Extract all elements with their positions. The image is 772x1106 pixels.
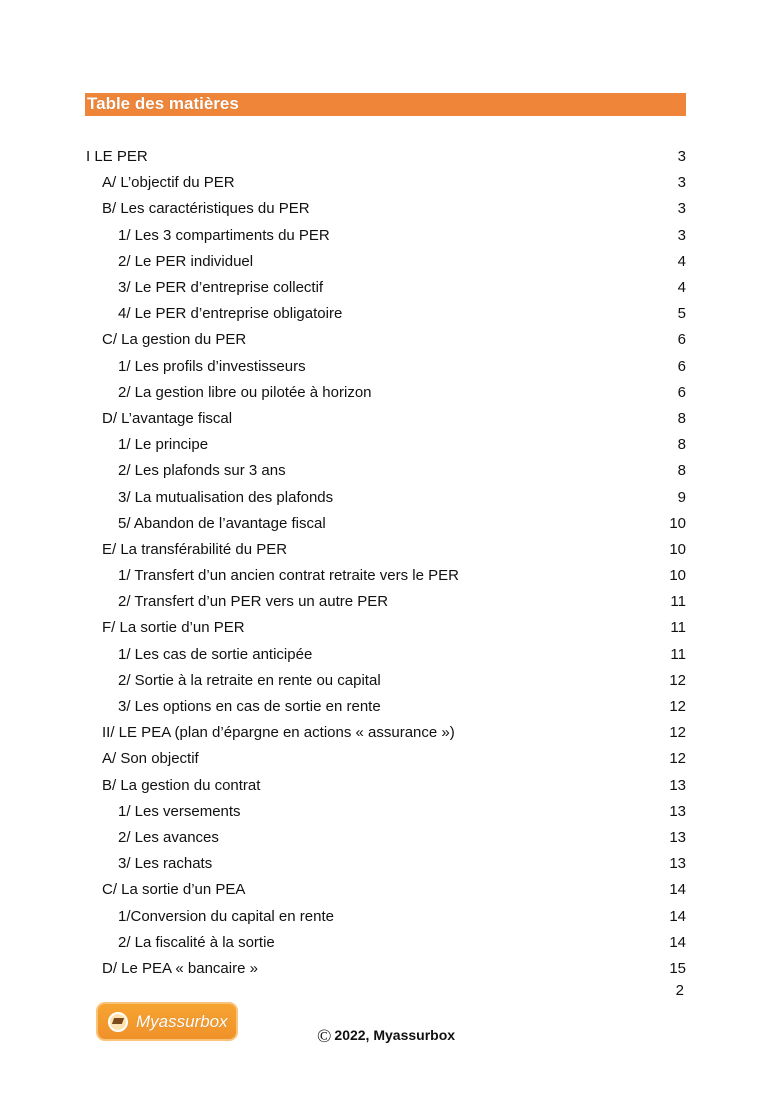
toc-entry-page: 10 <box>669 540 686 558</box>
toc-entry-page: 12 <box>669 671 686 689</box>
copyright-icon: © <box>316 1026 332 1047</box>
toc-entry-page: 13 <box>669 828 686 846</box>
toc-entry-page: 12 <box>669 750 686 768</box>
toc-entry-page: 12 <box>669 698 686 716</box>
toc-entry[interactable] <box>86 799 686 825</box>
toc-entry[interactable] <box>86 746 686 772</box>
toc-entry[interactable] <box>86 484 686 510</box>
toc-entry-title: 1/ Transfert d’un ancien contrat retraite vers le PER <box>118 567 459 585</box>
toc-entry-title: 5/ Abandon de l’avantage fiscal <box>118 514 326 532</box>
toc-entry-page: 13 <box>669 776 686 794</box>
toc-entry[interactable] <box>86 851 686 877</box>
toc-entry-page: 6 <box>677 383 686 401</box>
toc-entry-title: 1/ Le principe <box>118 436 209 454</box>
toc-entry-title: B/ Les caractéristiques du PER <box>102 200 310 218</box>
toc-entry-title: 3/ La mutualisation des plafonds <box>118 488 334 506</box>
toc-entry[interactable] <box>86 825 686 851</box>
toc-entry-page: 11 <box>670 619 686 637</box>
toc-entry[interactable] <box>86 903 686 929</box>
toc-entry-page: 14 <box>669 881 686 899</box>
toc-entry-title: 1/Conversion du capital en rente <box>118 907 334 925</box>
toc-entry-page: 14 <box>669 907 686 925</box>
toc-entry[interactable] <box>86 223 686 249</box>
toc-entry-title: D/ L’avantage fiscal <box>102 409 233 427</box>
toc-entry[interactable] <box>86 956 686 982</box>
toc-entry[interactable] <box>86 354 686 380</box>
table-of-contents <box>86 144 686 982</box>
toc-entry-page: 12 <box>669 724 686 742</box>
toc-entry-page: 11 <box>670 593 686 611</box>
toc-heading-bar <box>85 93 686 116</box>
toc-entry[interactable] <box>86 406 686 432</box>
toc-entry-title: 2/ Les plafonds sur 3 ans <box>118 462 286 480</box>
toc-entry-page: 9 <box>677 488 686 506</box>
toc-entry[interactable] <box>86 930 686 956</box>
toc-entry[interactable] <box>86 380 686 406</box>
toc-entry-page: 4 <box>677 252 686 270</box>
toc-entry[interactable] <box>86 668 686 694</box>
toc-entry[interactable] <box>86 327 686 353</box>
toc-entry-title: 2/ Transfert d’un PER vers un autre PER <box>118 593 389 611</box>
toc-entry-page: 3 <box>677 200 686 218</box>
toc-entry-title: 1/ Les 3 compartiments du PER <box>118 226 330 244</box>
toc-entry[interactable] <box>86 589 686 615</box>
toc-entry-page: 5 <box>677 305 686 323</box>
toc-entry[interactable] <box>86 144 686 170</box>
toc-entry-title: 2/ Le PER individuel <box>118 252 254 270</box>
toc-entry-page: 3 <box>677 148 686 166</box>
toc-entry[interactable] <box>86 537 686 563</box>
toc-entry-page: 14 <box>669 933 686 951</box>
toc-entry[interactable] <box>86 694 686 720</box>
toc-entry-page: 10 <box>669 514 686 532</box>
logo-text: Myassurbox <box>136 1011 228 1031</box>
toc-entry-page: 8 <box>677 409 686 427</box>
toc-entry-page: 13 <box>669 855 686 873</box>
toc-entry-page: 6 <box>677 357 686 375</box>
toc-entry-title: 2/ La fiscalité à la sortie <box>118 933 275 951</box>
toc-entry[interactable] <box>86 196 686 222</box>
toc-entry-page: 4 <box>677 279 686 297</box>
toc-entry[interactable] <box>86 563 686 589</box>
toc-entry-page: 15 <box>669 959 686 977</box>
toc-entry[interactable] <box>86 773 686 799</box>
toc-entry-title: D/ Le PEA « bancaire » <box>102 959 258 977</box>
toc-entry-page: 8 <box>677 462 686 480</box>
toc-entry-page: 10 <box>669 567 686 585</box>
toc-entry-title: F/ La sortie d’un PER <box>102 619 245 637</box>
toc-entry-page: 8 <box>677 436 686 454</box>
toc-entry-page: 6 <box>677 331 686 349</box>
toc-entry-title: 2/ La gestion libre ou pilotée à horizon <box>118 383 372 401</box>
toc-entry[interactable] <box>86 249 686 275</box>
toc-entry[interactable] <box>86 720 686 746</box>
toc-entry-title: 2/ Sortie à la retraite en rente ou capital <box>118 671 381 689</box>
toc-entry[interactable] <box>86 642 686 668</box>
copyright-notice <box>0 1026 772 1048</box>
toc-entry-title: B/ La gestion du contrat <box>102 776 261 794</box>
page-number: 2 <box>675 982 684 999</box>
toc-entry-title: A/ Son objectif <box>102 750 199 768</box>
toc-entry[interactable] <box>86 511 686 537</box>
toc-entry-page: 11 <box>670 645 686 663</box>
toc-entry[interactable] <box>86 301 686 327</box>
toc-entry-title: 1/ Les profils d’investisseurs <box>118 357 306 375</box>
toc-entry-title: 1/ Les versements <box>118 802 241 820</box>
toc-entry[interactable] <box>86 877 686 903</box>
toc-entry[interactable] <box>86 432 686 458</box>
toc-entry[interactable] <box>86 275 686 301</box>
toc-entry[interactable] <box>86 458 686 484</box>
toc-entry-title: II/ LE PEA (plan d’épargne en actions « assurance ») <box>102 724 455 742</box>
toc-entry-title: E/ La transférabilité du PER <box>102 540 288 558</box>
toc-entry-title: 3/ Le PER d’entreprise collectif <box>118 279 324 297</box>
toc-entry-page: 3 <box>677 226 686 244</box>
toc-entry-title: C/ La sortie d’un PEA <box>102 881 246 899</box>
copyright-text: 2022, Myassurbox <box>334 1027 456 1043</box>
toc-entry-title: A/ L’objectif du PER <box>102 174 235 192</box>
toc-entry-title: 2/ Les avances <box>118 828 219 846</box>
toc-entry-page: 13 <box>669 802 686 820</box>
toc-entry-title: 4/ Le PER d’entreprise obligatoire <box>118 305 343 323</box>
toc-entry-page: 3 <box>677 174 686 192</box>
toc-entry-title: 3/ Les options en cas de sortie en rente <box>118 698 381 716</box>
toc-entry[interactable] <box>86 170 686 196</box>
toc-entry-title: I LE PER <box>86 148 148 166</box>
toc-entry-title: C/ La gestion du PER <box>102 331 247 349</box>
toc-entry[interactable] <box>86 615 686 641</box>
toc-entry-title: 3/ Les rachats <box>118 855 213 873</box>
toc-entry-title: 1/ Les cas de sortie anticipée <box>118 645 313 663</box>
toc-heading: Table des matières <box>87 94 239 113</box>
